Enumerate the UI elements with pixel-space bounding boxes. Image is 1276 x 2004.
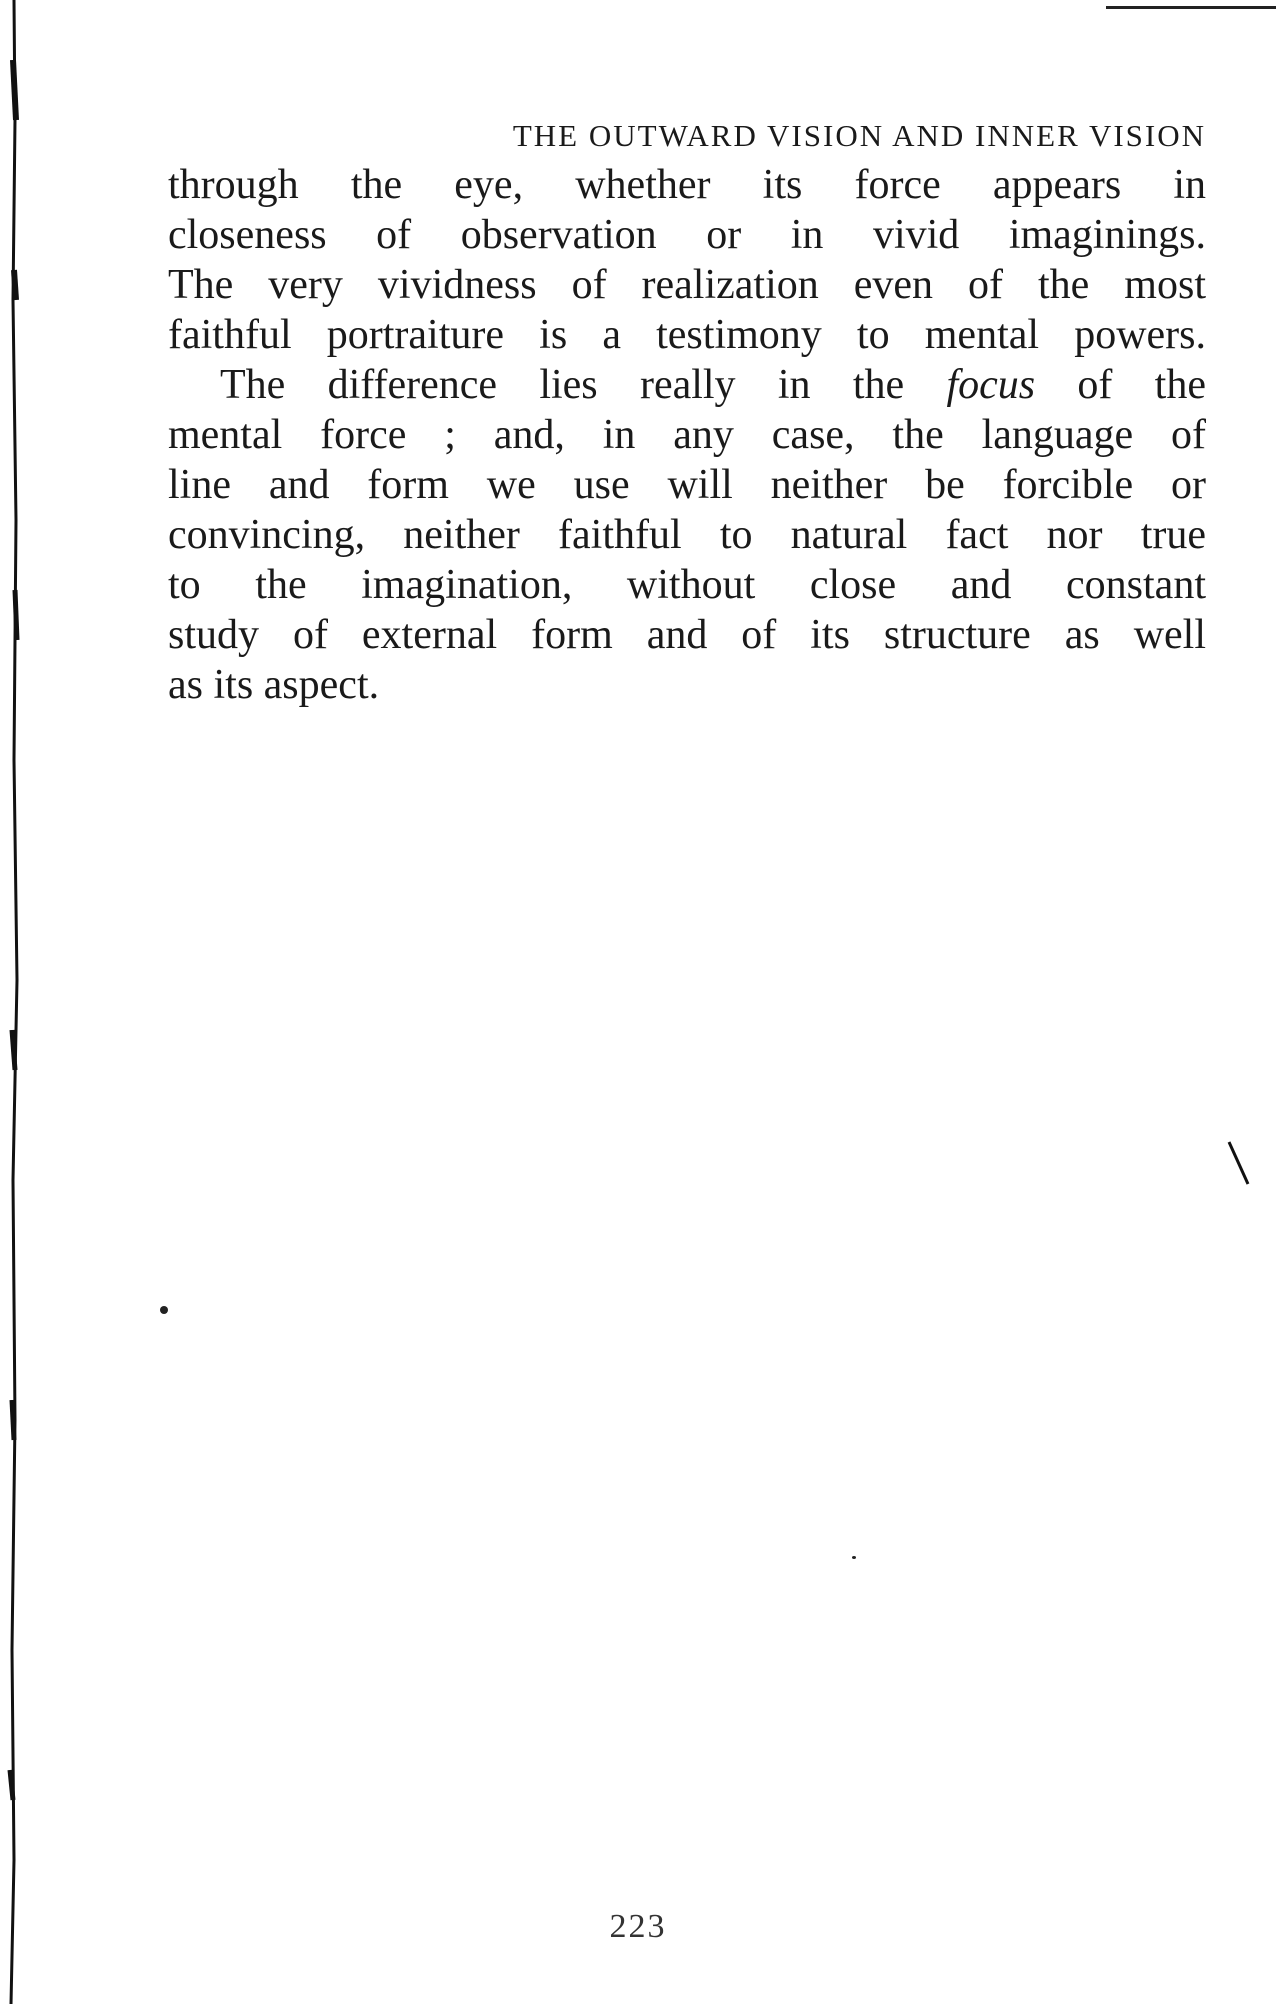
- text-run: The difference lies really in the: [220, 362, 947, 408]
- scanned-top-edge: [1106, 6, 1276, 9]
- paragraph-2: [168, 360, 1206, 710]
- text-line: through the eye, whether its force appears in: [168, 162, 1206, 208]
- scanned-binding-edge: [0, 0, 40, 2004]
- page-number: 223: [609, 1908, 667, 1945]
- text-line: line and form we use will neither be forcible or: [168, 462, 1206, 508]
- text-line: study of external form and of its structure as well: [168, 612, 1206, 658]
- text-line: as its aspect.: [168, 662, 380, 708]
- italic-word: focus: [946, 362, 1036, 408]
- ink-speck: [160, 1306, 168, 1314]
- stray-mark: [1226, 1140, 1252, 1188]
- text-line: The very vividness of realization even of the most: [168, 262, 1206, 308]
- text-line: faithful portraiture is a testimony to mental powers.: [168, 312, 1206, 358]
- text-block: [168, 112, 1206, 710]
- text-line: mental force ; and, in any case, the language of: [168, 412, 1206, 458]
- text-line: [168, 360, 1206, 410]
- text-line: to the imagination, without close and constant: [168, 562, 1206, 608]
- paragraph-1: [168, 160, 1206, 360]
- text-line: convincing, neither faithful to natural fact nor true: [168, 512, 1206, 558]
- text-line: closeness of observation or in vivid imaginings.: [168, 212, 1206, 258]
- text-run: of the: [1035, 362, 1206, 408]
- ink-speck: [852, 1556, 856, 1559]
- running-head: THE OUTWARD VISION AND INNER VISION: [512, 118, 1206, 153]
